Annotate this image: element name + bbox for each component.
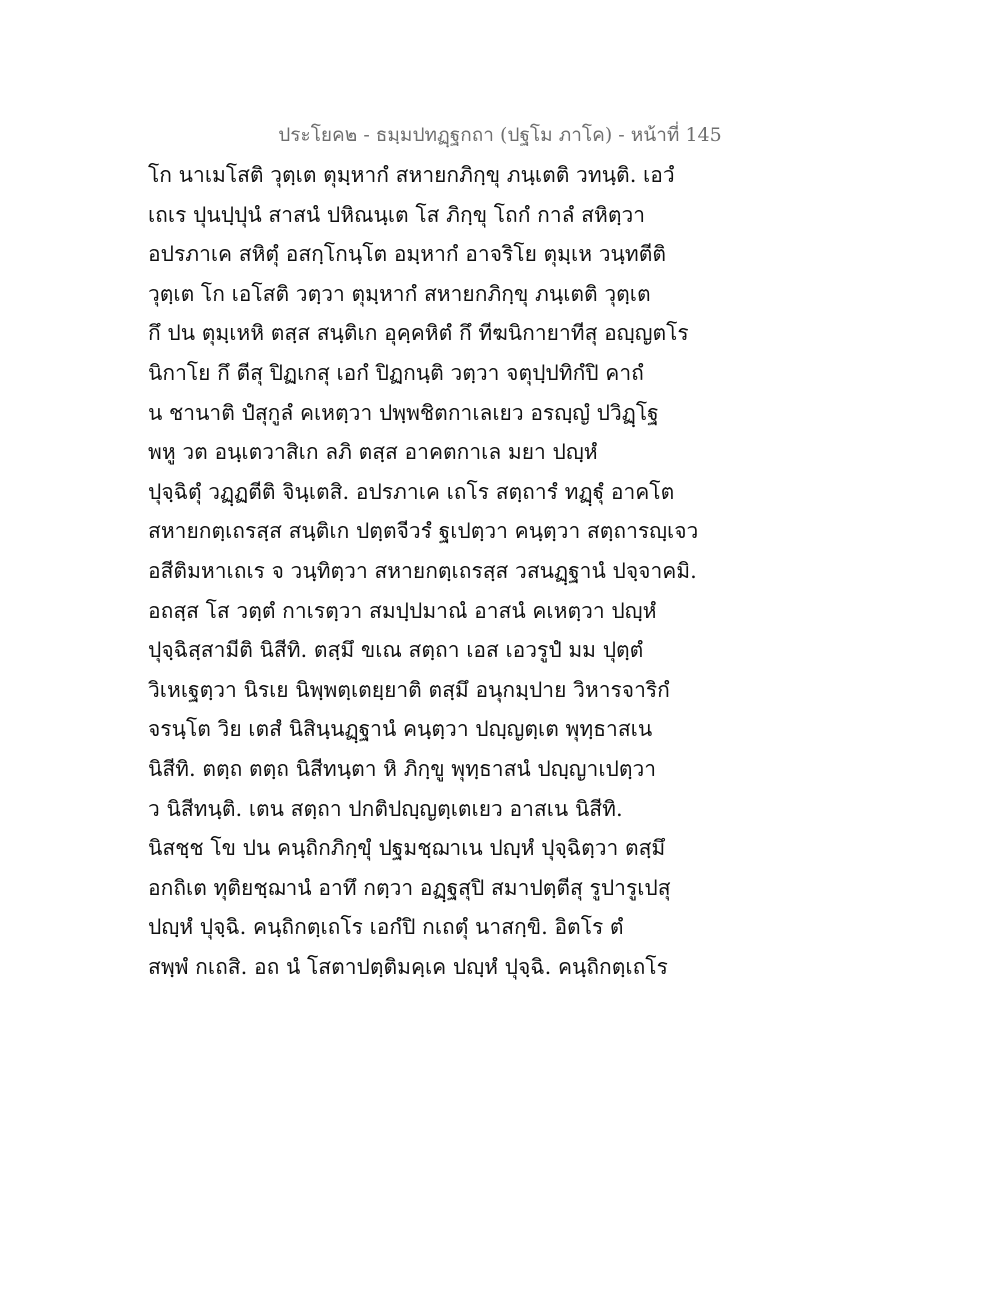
- text-line: น ชานาติ ปํสุกูลํ คเหตฺวา ปพฺพชิตกาเลเยว อรญฺญํ ปวิฏฺโฐ: [148, 400, 659, 425]
- text-line: ว นิสีทนฺติ. เตน สตฺถา ปกติปญฺญตฺเตเยว อาสเน นิสีทิ.: [148, 796, 623, 821]
- body-text: [148, 156, 848, 987]
- text-line: กึ ปน ตุมฺเหหิ ตสฺส สนฺติเก อุคฺคหิตํ กึ ทีฆนิกายาทีสุ อญฺญตโร: [148, 321, 689, 346]
- text-line: โก นาเมโสติ วุตฺเต ตุมฺหากํ สหายกภิกฺขุ ภนฺเตติ วทนฺติ. เอวํ: [148, 163, 675, 187]
- text-line: ปญฺหํ ปุจฺฉิ. คนฺถิกตฺเถโร เอกํปิ กเถตุํ นาสกฺขิ. อิตโร ตํ: [148, 915, 624, 940]
- text-line: เถเร ปุนปฺปุนํ สาสนํ ปหิณนฺเต โส ภิกฺขุ โถกํ กาลํ สหิตฺวา: [148, 202, 646, 227]
- text-line: พหู วต อนฺเตวาสิเก ลภิ ตสฺส อาคตกาเล มยา ปญฺหํ: [148, 440, 598, 465]
- text-line: อถสฺส โส วตฺตํ กาเรตฺวา สมปฺปมาณํ อาสนํ คเหตฺวา ปญฺหํ: [148, 598, 657, 623]
- text-line: นิสีทิ. ตตฺถ ตตฺถ นิสีทนฺตา หิ ภิกฺขู พุทฺธาสนํ ปญฺญาเปตฺวา: [148, 756, 657, 781]
- text-line: ปุจฺฉิตุํ วฏฺฏตีติ จินฺเตสิ. อปรภาเค เถโร สตฺถารํ ทฏฺฐุํ อาคโต: [148, 479, 675, 504]
- running-header-text: ประโยค๒ - ธมฺมปทฏฺฐกถา (ปฐโม ภาโค) - หน้าที่ 145: [278, 124, 722, 146]
- text-line: อปรภาเค สหิตุํ อสกฺโกนฺโต อมฺหากํ อาจริโย ตุมฺเห วนฺทตีติ: [148, 242, 666, 267]
- text-line: นิกาโย กึ ตีสุ ปิฏเกสุ เอกํ ปิฏกนฺติ วตฺวา จตุปฺปทิกํปิ คาถํ: [148, 360, 644, 385]
- text-line: ปุจฺฉิสฺสามีติ นิสีทิ. ตสฺมึ ขเณ สตฺถา เอส เอวรูปํ มม ปุตฺตํ: [148, 638, 644, 663]
- text-line: อกถิเต ทุติยชฺฌานํ อาทึ กตฺวา อฏฺฐสุปิ สมาปตฺตีสุ รูปารูเปสุ: [148, 875, 671, 900]
- text-line: วิเหเฐตฺวา นิรเย นิพฺพตฺเตยฺยาติ ตสฺมึ อนุกมฺปาย วิหารจาริกํ: [148, 677, 670, 702]
- text-line: วุตฺเต โก เอโสติ วตฺวา ตุมฺหากํ สหายกภิกฺขุ ภนฺเตติ วุตฺเต: [148, 281, 651, 306]
- text-line: สหายกตฺเถรสฺส สนฺติเก ปตฺตจีวรํ ฐเปตฺวา คนฺตฺวา สตฺถารญฺเจว: [148, 519, 699, 544]
- running-header: [0, 120, 1000, 150]
- text-line: จรนฺโต วิย เตสํ นิสินฺนฏฺฐานํ คนฺตฺวา ปญฺญตฺเต พุทฺธาสเน: [148, 717, 653, 742]
- text-line: สพฺพํ กเถสิ. อถ นํ โสตาปตฺติมคฺเค ปญฺหํ ปุจฺฉิ. คนฺถิกตฺเถโร: [148, 954, 668, 979]
- text-line: อสีติมหาเถเร จ วนฺทิตฺวา สหายกตฺเถรสฺส วสนฏฺฐานํ ปจฺจาคมิ.: [148, 558, 697, 583]
- text-line: นิสชฺช โข ปน คนฺถิกภิกฺขุํ ปฐมชฺฌาเน ปญฺหํ ปุจฺฉิตฺวา ตสฺมึ: [148, 836, 666, 861]
